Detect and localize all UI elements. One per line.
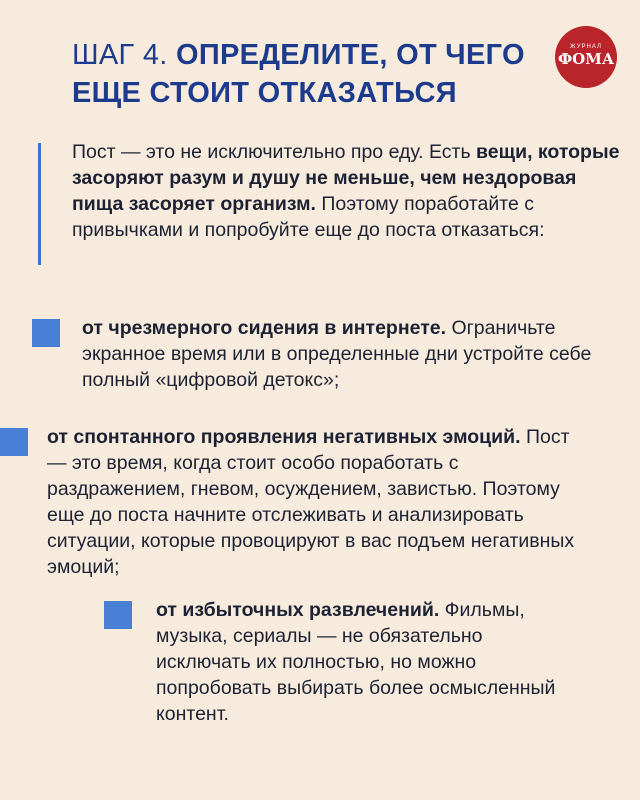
- bullet-square-1: [32, 319, 60, 347]
- item-3-bold: от избыточных развлечений.: [156, 599, 440, 621]
- step-label: ШАГ 4.: [72, 39, 177, 71]
- item-3-text: Фильмы, музыка, сериалы — не обязательно исключать их полностью, но можно попробовать выбирать более осмысленный контент.: [156, 599, 556, 725]
- item-1-bold: от чрезмерного сидения в интернете.: [82, 317, 447, 339]
- intro-paragraph: [72, 139, 620, 243]
- page-title: [72, 36, 542, 112]
- item-1-text: Ограничьте экранное время или в определенные дни устройте себе полный «цифровой детокс»;: [82, 317, 592, 391]
- logo-small-text: ЖУРНАЛ: [570, 44, 602, 50]
- bullet-square-3: [104, 601, 132, 629]
- item-2-text: Пост — это время, когда стоит особо поработать с раздражением, гневом, осуждением, завистью. Поэтому еще до поста начните отслеживать и анализировать ситуации, которые провоцируют в вас подъем негативных эмоций;: [47, 426, 575, 578]
- bullet-square-2: [0, 428, 28, 456]
- intro-bold: вещи, которые засоряют разум и душу не меньше, чем нездоровая пища засоряет организм.: [72, 141, 620, 215]
- list-item-entertainment: [156, 597, 556, 727]
- list-item-emotions: [47, 424, 587, 580]
- quote-bar: [38, 143, 41, 265]
- intro-text-2: Поэтому поработайте с привычками и попробуйте еще до поста отказаться:: [72, 193, 545, 241]
- title-line-1: ОПРЕДЕЛИТЕ, ОТ ЧЕГО: [176, 39, 525, 71]
- item-2-bold: от спонтанного проявления негативных эмоций.: [47, 426, 521, 448]
- logo-big-text: ФОМА: [557, 50, 615, 68]
- intro-text-1: Пост — это не исключительно про еду. Есть: [72, 141, 477, 163]
- title-line-2: ЕЩЕ СТОИТ ОТКАЗАТЬСЯ: [72, 77, 457, 109]
- list-item-internet: [82, 315, 627, 393]
- foma-logo: [555, 26, 617, 88]
